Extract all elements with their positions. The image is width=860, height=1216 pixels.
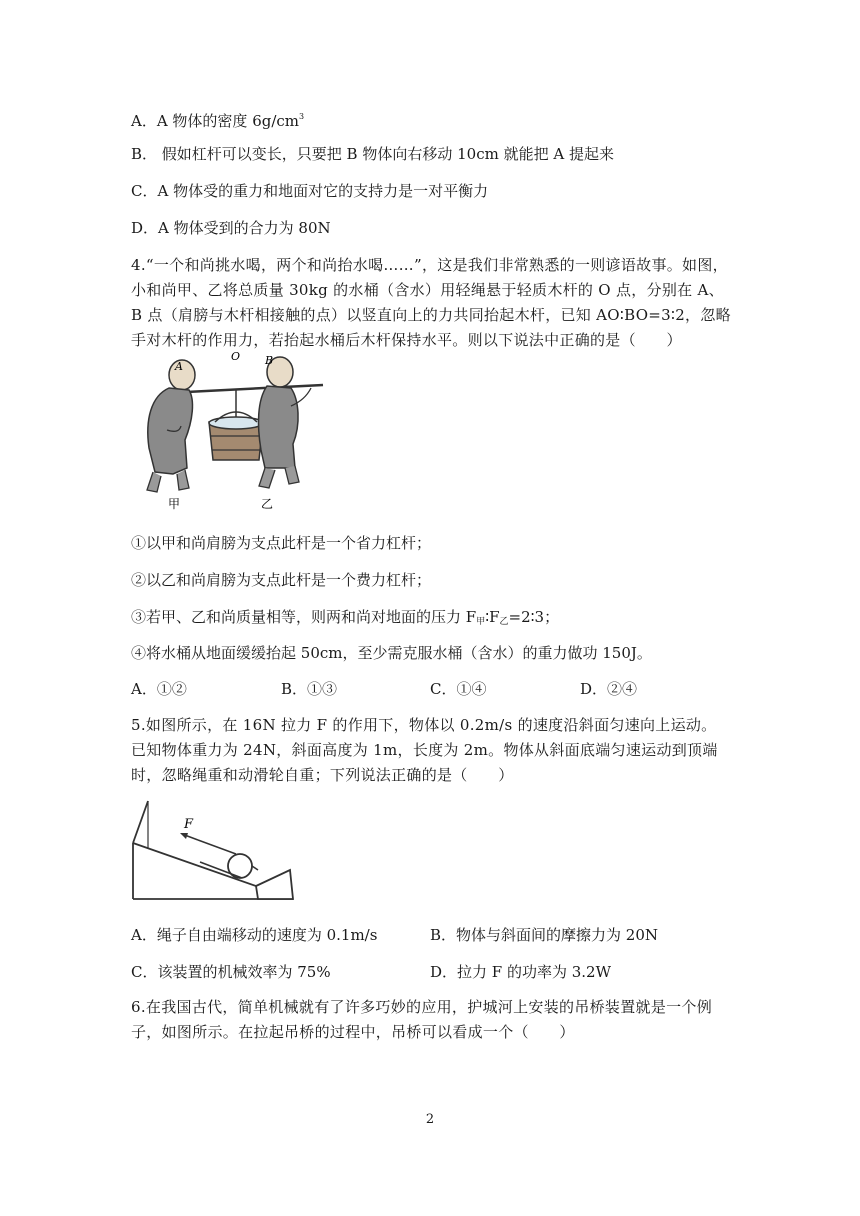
q3-option-b: B． 假如杠杆可以变长，只要把 B 物体向右移动 10cm 就能把 A 提起来 <box>131 145 614 163</box>
q4-option-c: C．①④ <box>430 680 487 698</box>
label-b: B <box>265 354 274 367</box>
q4-option-a: A．①② <box>131 680 187 698</box>
q5-option-b: B．物体与斜面间的摩擦力为 20N <box>430 926 659 944</box>
page-number: 2 <box>425 1112 435 1127</box>
block-icon <box>256 870 293 899</box>
label-jia: 甲 <box>168 497 181 511</box>
monk-yi-icon <box>259 357 311 488</box>
q4-option-b: B．①③ <box>281 680 338 698</box>
bucket-icon <box>209 412 263 460</box>
incline-pulley-figure <box>130 798 300 903</box>
q4-stem: 4.“一个和尚挑水喝，两个和尚抬水喝……”，这是我们非常熟悉的一则谚语故事。如图，小和尚甲、乙将总质量 30kg 的水桶（含水）用轻绳悬于轻质木杆的 O 点，分别在 A、B 点（肩膀与木杆相接触的点）以竖直向上的力共同抬起木杆，已知 AO∶BO=3∶2，忽略手对木杆的作用力，若抬起水桶后木杆保持水平。则以下说法中正确的是（ ） <box>131 256 731 349</box>
q4-statement-1: ①以甲和尚肩膀为支点此杆是一个省力杠杆； <box>131 534 432 552</box>
q4-option-d: D．②④ <box>580 680 638 698</box>
monk-jia-icon <box>147 360 195 492</box>
q5-option-c: C．该装置的机械效率为 75% <box>131 963 331 981</box>
q4-statement-3: ③若甲、乙和尚质量相等，则两和尚对地面的压力 $F_甲∶F_乙=2∶3$； <box>131 608 560 627</box>
label-yi: 乙 <box>261 497 274 511</box>
q4-statement-2: ②以乙和尚肩膀为支点此杆是一个费力杠杆； <box>131 571 432 589</box>
label-a: A <box>175 360 183 373</box>
label-f: F <box>184 817 194 832</box>
q5-option-d: D．拉力 F 的功率为 3.2W <box>430 963 612 981</box>
q5-stem: 5.如图所示，在 16N 拉力 F 的作用下，物体以 0.2m/s 的速度沿斜面匀速向上运动。已知物体重力为 24N，斜面高度为 1m，长度为 2m。物体从斜面底端匀速运动到顶端时，忽略绳重和动滑轮自重；下列说法正确的是（ ） <box>131 716 718 784</box>
label-o: O <box>231 350 241 363</box>
q6-stem: 6.在我国古代，简单机械就有了许多巧妙的应用，护城河上安装的吊桥装置就是一个例子，如图所示。在拉起吊桥的过程中，吊桥可以看成一个（ ） <box>131 998 713 1041</box>
q3-option-a: A．A 物体的密度 $6g/cm^3$ <box>131 112 305 130</box>
q4-statement-4: ④将水桶从地面缓缓抬起 50cm，至少需克服水桶（含水）的重力做功 150J。 <box>131 644 652 662</box>
q3-option-d: D．A 物体受到的合力为 80N <box>131 219 331 237</box>
q5-option-a: A．绳子自由端移动的速度为 0.1m/s <box>131 926 378 944</box>
q3-option-c: C．A 物体受的重力和地面对它的支持力是一对平衡力 <box>131 182 489 200</box>
monks-carrying-bucket-figure <box>135 340 335 515</box>
